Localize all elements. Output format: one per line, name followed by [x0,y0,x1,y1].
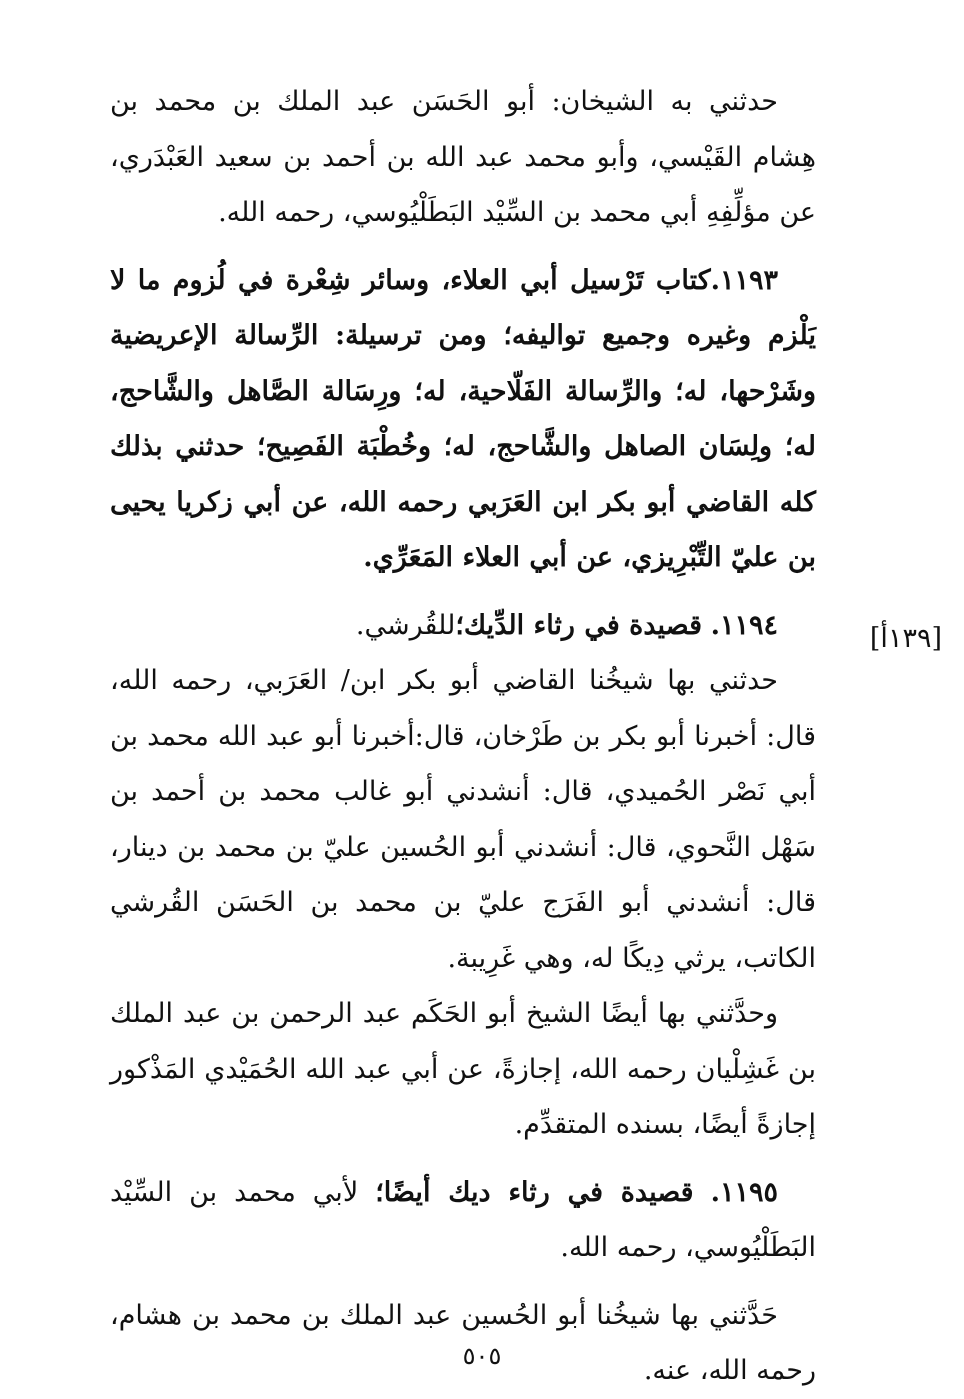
paragraph-text: وحدَّثني بها أيضًا الشيخ أبو الحَكَم عبد الرحمن بن عبد الملك بن غَشِلْيان رحمه الله، إجازةً، عن أبي عبد الله الحُمَيْدي المَذْكور إجازةً أيضًا، بسنده المتقدِّم. [110,998,816,1140]
paragraph-text: حدثني بها شيخُنا القاضي أبو بكر ابن/ العَرَبي، رحمه الله، قال: أخبرنا أبو بكر بن طَرْخان، قال:أخبرنا أبو عبد الله محمد بن أبي نَصْر الحُميدي، قال: أنشدني أبو غالب محمد بن أحمد بن سَهْل النَّحوي، قال: أنشدني أبو الحُسين عليّ بن محمد بن دينار، قال: أنشدني أبو الفَرَج عليّ بن محمد بن الحَسَن القُرشي الكاتب، يرثي دِيكًا له، وهي غَرِيبة. [110,665,816,974]
entry-number: ١١٩٤. [710,609,778,641]
entry-1194 [110,598,816,654]
paragraph-isnad-1 [110,74,816,241]
entry-text: لأبي محمد بن السِّيْد البَطَلْيُوسي، رحمه الله. [110,1176,816,1263]
paragraph-isnad-2 [110,653,816,986]
paragraph-text: حدثني به الشيخان: أبو الحَسَن عبد الملك بن محمد بن هِشام القَيْسي، وأبو محمد عبد الله بن أحمد بن سعيد العَبْدَري، عن مؤلِّفِهِ أبي محمد بن السِّيْد البَطَلْيُوسي، رحمه الله. [110,86,816,228]
entry-number: ١١٩٥. [710,1176,778,1208]
entry-text: للقُرشي. [355,609,456,641]
page-number: ٥٠٥ [462,1342,502,1370]
entry-title: قصيدة في رثاء الدِّيك؛ [455,609,702,641]
paragraph-isnad-3 [110,986,816,1153]
entry-1195 [110,1165,816,1276]
entry-title: قصيدة في رثاء ديك أيضًا؛ [375,1176,694,1208]
paragraph-text: حَدَّثني بها شيخُنا أبو الحُسين عبد الملك بن محمد بن هشام، رحمه الله، عنه. [110,1299,816,1386]
entry-1193 [110,253,816,586]
entry-number: ١١٩٣. [710,264,778,296]
page-body [110,74,942,1399]
entry-text: كتاب تَرْسيل أبي العلاء، وسائر شِعْرة في لُزوم ما لا يَلْزم وغيره وجميع تواليفه؛ ومن ترسيلة: الرِّسالة الإعريضية وشَرْحها، له؛ والرِّسالة الفَلّاحية، له؛ ورِسَالة الصَّاهل والشَّاحج، له؛ ولِسَان الصاهل والشَّاحج، له؛ وخُطْبَة الفَصِيح؛ حدثني بذلك كله القاضي أبو بكر ابن العَرَبي رحمه الله، عن أبي زكريا يحيى بن عليّ التِّبْرِيزي، عن أبي العلاء المَعَرِّي. [110,264,816,573]
manuscript-folio-marker: [١٣٩أ] [869,623,942,654]
